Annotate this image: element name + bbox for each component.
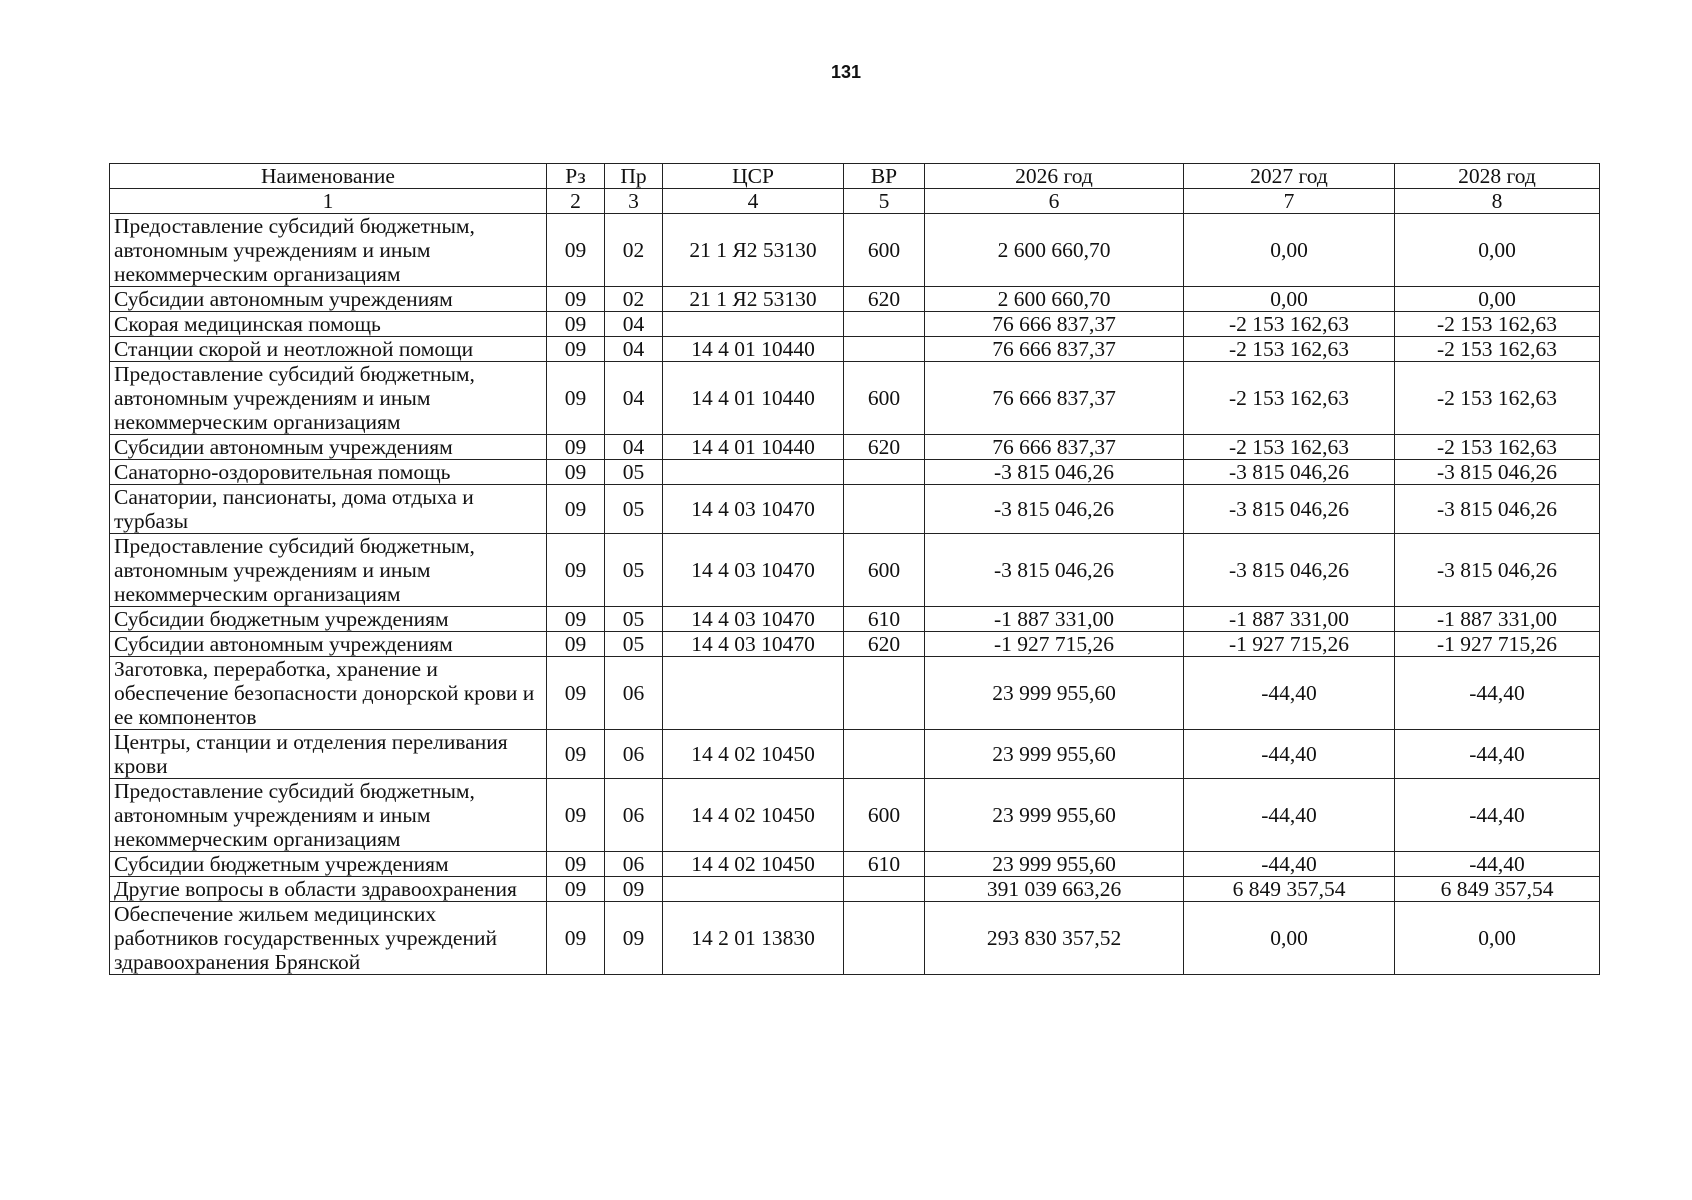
row-rz: 09 — [547, 877, 605, 902]
table-row — [110, 607, 1600, 632]
row-value-2026: 23 999 955,60 — [925, 657, 1184, 730]
row-pr: 06 — [605, 730, 663, 779]
row-value-2026: 76 666 837,37 — [925, 435, 1184, 460]
row-rz: 09 — [547, 779, 605, 852]
row-name: Предоставление субсидий бюджетным, автономным учреждениям и иным некоммерческим организациям — [110, 534, 547, 607]
row-value-2027: -44,40 — [1184, 852, 1395, 877]
row-value-2027: -2 153 162,63 — [1184, 435, 1395, 460]
table-row — [110, 460, 1600, 485]
row-csr: 14 4 02 10450 — [663, 779, 844, 852]
row-value-2026: -3 815 046,26 — [925, 534, 1184, 607]
row-vr: 620 — [844, 287, 925, 312]
row-vr: 610 — [844, 607, 925, 632]
row-value-2026: 23 999 955,60 — [925, 730, 1184, 779]
row-value-2027: -44,40 — [1184, 730, 1395, 779]
row-vr — [844, 312, 925, 337]
row-vr: 620 — [844, 632, 925, 657]
row-csr: 14 4 03 10470 — [663, 632, 844, 657]
row-name: Субсидии автономным учреждениям — [110, 435, 547, 460]
row-value-2026: -1 927 715,26 — [925, 632, 1184, 657]
row-rz: 09 — [547, 632, 605, 657]
row-value-2027: -3 815 046,26 — [1184, 534, 1395, 607]
row-vr — [844, 877, 925, 902]
row-value-2028: -2 153 162,63 — [1395, 337, 1600, 362]
row-rz: 09 — [547, 902, 605, 975]
row-name: Субсидии бюджетным учреждениям — [110, 852, 547, 877]
row-value-2028: -44,40 — [1395, 657, 1600, 730]
row-value-2027: 6 849 357,54 — [1184, 877, 1395, 902]
row-csr: 14 4 02 10450 — [663, 852, 844, 877]
page-number: 131 — [830, 62, 862, 82]
row-pr: 06 — [605, 852, 663, 877]
column-number: 1 — [110, 189, 547, 214]
row-value-2027: 0,00 — [1184, 214, 1395, 287]
table-row — [110, 852, 1600, 877]
row-csr: 14 4 01 10440 — [663, 337, 844, 362]
row-vr — [844, 902, 925, 975]
table-row — [110, 779, 1600, 852]
row-pr: 04 — [605, 312, 663, 337]
row-rz: 09 — [547, 534, 605, 607]
column-number: 4 — [663, 189, 844, 214]
row-pr: 02 — [605, 214, 663, 287]
header-csr: ЦСР — [663, 164, 844, 189]
row-value-2026: 2 600 660,70 — [925, 214, 1184, 287]
row-name: Скорая медицинская помощь — [110, 312, 547, 337]
column-number-row — [110, 189, 1600, 214]
table-row — [110, 485, 1600, 534]
row-name: Обеспечение жильем медицинских работников государственных учреждений здравоохранения Брянской — [110, 902, 547, 975]
row-name: Станции скорой и неотложной помощи — [110, 337, 547, 362]
header-2028: 2028 год — [1395, 164, 1600, 189]
budget-table — [109, 163, 1600, 975]
header-row — [110, 164, 1600, 189]
row-vr: 610 — [844, 852, 925, 877]
row-csr — [663, 877, 844, 902]
row-name: Предоставление субсидий бюджетным, автономным учреждениям и иным некоммерческим организациям — [110, 779, 547, 852]
row-value-2027: -3 815 046,26 — [1184, 485, 1395, 534]
row-csr — [663, 657, 844, 730]
row-value-2026: 23 999 955,60 — [925, 779, 1184, 852]
row-rz: 09 — [547, 657, 605, 730]
row-vr — [844, 657, 925, 730]
column-number: 3 — [605, 189, 663, 214]
row-value-2026: -3 815 046,26 — [925, 485, 1184, 534]
row-name: Центры, станции и отделения переливания крови — [110, 730, 547, 779]
table-row — [110, 214, 1600, 287]
row-value-2027: -2 153 162,63 — [1184, 337, 1395, 362]
row-rz: 09 — [547, 485, 605, 534]
row-pr: 05 — [605, 632, 663, 657]
row-name: Субсидии автономным учреждениям — [110, 287, 547, 312]
row-value-2028: 0,00 — [1395, 214, 1600, 287]
row-value-2026: 2 600 660,70 — [925, 287, 1184, 312]
row-vr — [844, 485, 925, 534]
table-row — [110, 730, 1600, 779]
row-value-2027: -2 153 162,63 — [1184, 312, 1395, 337]
table-row — [110, 287, 1600, 312]
table-row — [110, 362, 1600, 435]
row-value-2028: -2 153 162,63 — [1395, 435, 1600, 460]
row-value-2027: 0,00 — [1184, 902, 1395, 975]
row-name: Другие вопросы в области здравоохранения — [110, 877, 547, 902]
table-row — [110, 632, 1600, 657]
row-value-2028: -2 153 162,63 — [1395, 362, 1600, 435]
column-number: 2 — [547, 189, 605, 214]
row-name: Предоставление субсидий бюджетным, автономным учреждениям и иным некоммерческим организациям — [110, 362, 547, 435]
row-value-2028: 0,00 — [1395, 902, 1600, 975]
row-rz: 09 — [547, 852, 605, 877]
row-value-2028: -2 153 162,63 — [1395, 312, 1600, 337]
row-value-2026: 76 666 837,37 — [925, 337, 1184, 362]
row-pr: 05 — [605, 460, 663, 485]
row-value-2028: -1 887 331,00 — [1395, 607, 1600, 632]
row-rz: 09 — [547, 730, 605, 779]
row-value-2028: 0,00 — [1395, 287, 1600, 312]
row-pr: 09 — [605, 877, 663, 902]
row-csr: 14 4 01 10440 — [663, 362, 844, 435]
row-csr: 14 4 02 10450 — [663, 730, 844, 779]
column-number: 5 — [844, 189, 925, 214]
row-name: Субсидии автономным учреждениям — [110, 632, 547, 657]
column-number: 7 — [1184, 189, 1395, 214]
row-value-2026: 76 666 837,37 — [925, 312, 1184, 337]
row-value-2028: 6 849 357,54 — [1395, 877, 1600, 902]
table-row — [110, 657, 1600, 730]
row-pr: 06 — [605, 779, 663, 852]
row-pr: 05 — [605, 485, 663, 534]
header-2027: 2027 год — [1184, 164, 1395, 189]
row-value-2027: -44,40 — [1184, 779, 1395, 852]
table-row — [110, 877, 1600, 902]
row-csr: 14 4 03 10470 — [663, 534, 844, 607]
table-row — [110, 435, 1600, 460]
row-csr: 14 2 01 13830 — [663, 902, 844, 975]
row-csr: 21 1 Я2 53130 — [663, 214, 844, 287]
row-value-2028: -44,40 — [1395, 852, 1600, 877]
row-value-2028: -44,40 — [1395, 779, 1600, 852]
row-csr — [663, 460, 844, 485]
row-value-2027: -3 815 046,26 — [1184, 460, 1395, 485]
table-row — [110, 312, 1600, 337]
row-value-2027: -44,40 — [1184, 657, 1395, 730]
row-value-2028: -3 815 046,26 — [1395, 460, 1600, 485]
row-csr — [663, 312, 844, 337]
row-vr: 620 — [844, 435, 925, 460]
row-pr: 06 — [605, 657, 663, 730]
row-value-2026: 76 666 837,37 — [925, 362, 1184, 435]
row-csr: 14 4 03 10470 — [663, 607, 844, 632]
row-rz: 09 — [547, 312, 605, 337]
row-pr: 05 — [605, 607, 663, 632]
row-csr: 21 1 Я2 53130 — [663, 287, 844, 312]
table-body — [110, 214, 1600, 975]
row-pr: 04 — [605, 337, 663, 362]
row-pr: 04 — [605, 362, 663, 435]
row-rz: 09 — [547, 435, 605, 460]
row-csr: 14 4 03 10470 — [663, 485, 844, 534]
row-csr: 14 4 01 10440 — [663, 435, 844, 460]
row-rz: 09 — [547, 460, 605, 485]
row-name: Предоставление субсидий бюджетным, автономным учреждениям и иным некоммерческим организациям — [110, 214, 547, 287]
row-pr: 02 — [605, 287, 663, 312]
row-value-2027: -1 887 331,00 — [1184, 607, 1395, 632]
row-value-2028: -3 815 046,26 — [1395, 485, 1600, 534]
header-pr: Пр — [605, 164, 663, 189]
row-vr — [844, 730, 925, 779]
row-value-2027: 0,00 — [1184, 287, 1395, 312]
table-row — [110, 902, 1600, 975]
row-name: Санаторно-оздоровительная помощь — [110, 460, 547, 485]
row-vr: 600 — [844, 534, 925, 607]
row-value-2026: 23 999 955,60 — [925, 852, 1184, 877]
table-row — [110, 337, 1600, 362]
column-number: 6 — [925, 189, 1184, 214]
row-value-2028: -1 927 715,26 — [1395, 632, 1600, 657]
row-value-2027: -1 927 715,26 — [1184, 632, 1395, 657]
row-rz: 09 — [547, 607, 605, 632]
header-2026: 2026 год — [925, 164, 1184, 189]
row-value-2027: -2 153 162,63 — [1184, 362, 1395, 435]
row-value-2026: -3 815 046,26 — [925, 460, 1184, 485]
row-vr: 600 — [844, 214, 925, 287]
row-value-2028: -44,40 — [1395, 730, 1600, 779]
header-name: Наименование — [110, 164, 547, 189]
row-vr: 600 — [844, 779, 925, 852]
table-row — [110, 534, 1600, 607]
row-rz: 09 — [547, 214, 605, 287]
row-rz: 09 — [547, 287, 605, 312]
header-rz: Рз — [547, 164, 605, 189]
column-number: 8 — [1395, 189, 1600, 214]
row-pr: 05 — [605, 534, 663, 607]
row-pr: 04 — [605, 435, 663, 460]
row-rz: 09 — [547, 337, 605, 362]
row-name: Санатории, пансионаты, дома отдыха и турбазы — [110, 485, 547, 534]
row-name: Заготовка, переработка, хранение и обеспечение безопасности донорской крови и ее компонентов — [110, 657, 547, 730]
row-pr: 09 — [605, 902, 663, 975]
row-value-2026: 293 830 357,52 — [925, 902, 1184, 975]
row-vr — [844, 460, 925, 485]
row-value-2026: -1 887 331,00 — [925, 607, 1184, 632]
row-rz: 09 — [547, 362, 605, 435]
row-name: Субсидии бюджетным учреждениям — [110, 607, 547, 632]
row-value-2026: 391 039 663,26 — [925, 877, 1184, 902]
row-value-2028: -3 815 046,26 — [1395, 534, 1600, 607]
header-vr: ВР — [844, 164, 925, 189]
row-vr: 600 — [844, 362, 925, 435]
row-vr — [844, 337, 925, 362]
